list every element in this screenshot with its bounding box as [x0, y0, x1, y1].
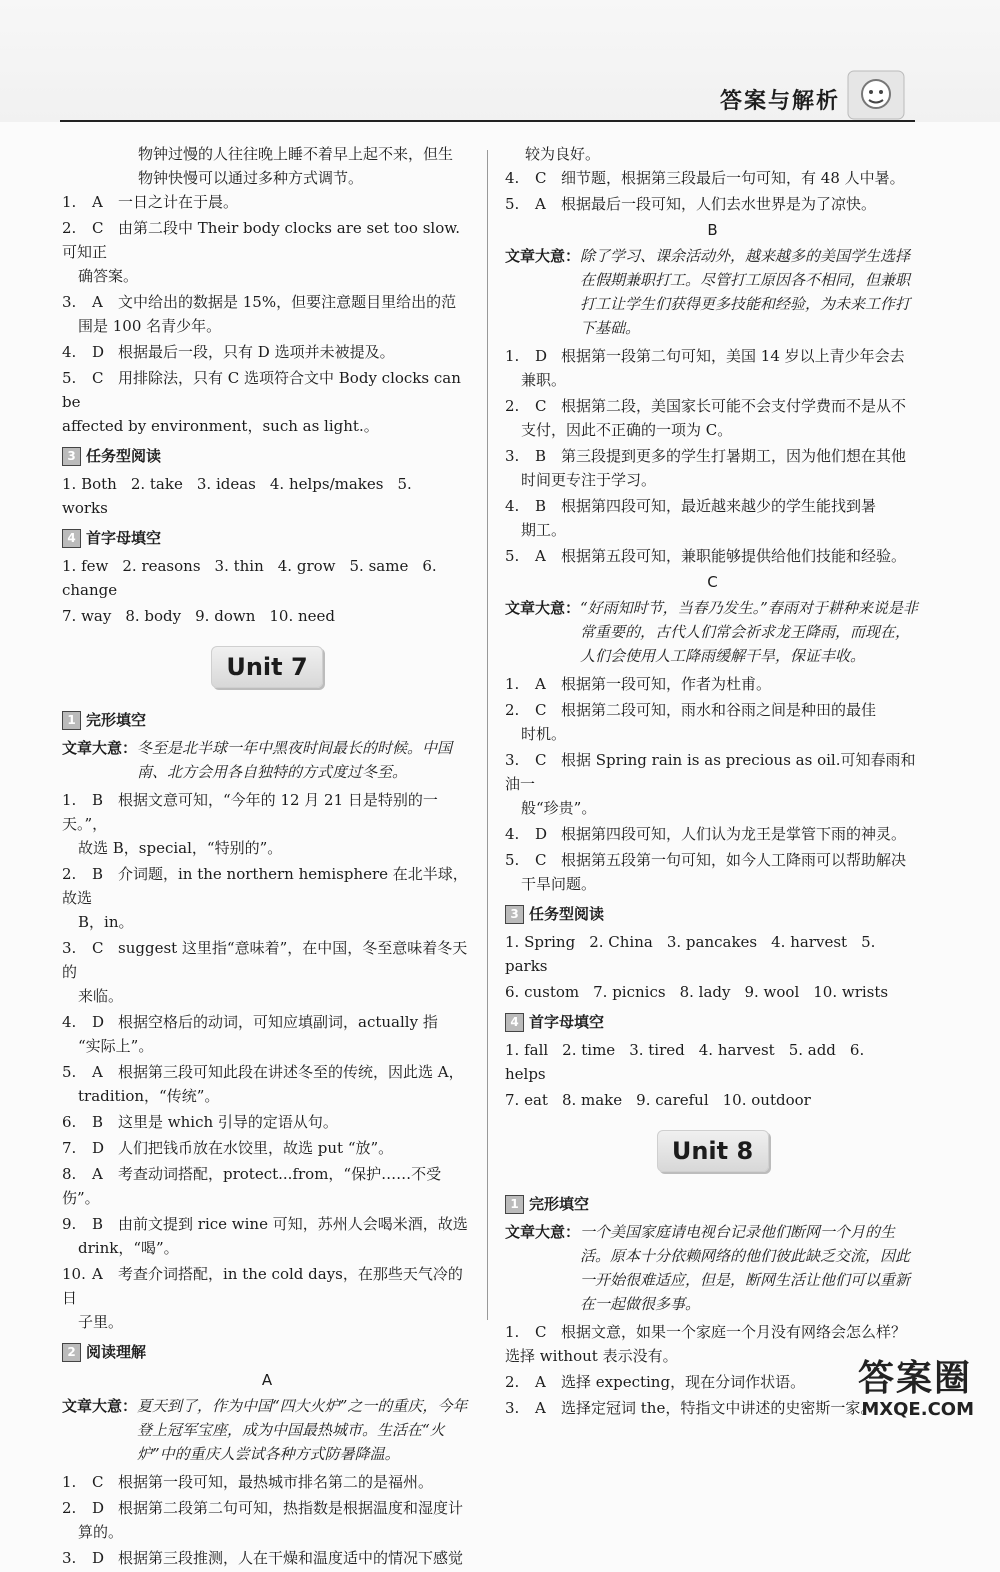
- answer-item: 4. D 根据第四段可知，人们认为龙王是掌管下雨的神灵。: [505, 825, 907, 843]
- answer-words: 1. Both 2. take 3. ideas 4. helps/makes 5. works: [62, 475, 412, 517]
- answer-item: 10. A 考查介词搭配，in the cold days，在那些天气冷的日 子里。: [62, 1265, 463, 1331]
- answer-words: 7. way 8. body 9. down 10. need: [62, 607, 335, 625]
- answer-item: 3. C suggest 这里指“意味着”，在中国，冬至意味着冬天的 来临。: [62, 939, 468, 1005]
- article-summary: 文章大意： 冬至是北半球一年中黑夜时间最长的时候。中国南、北方会用各自独特的方式度过冬至。: [62, 739, 453, 781]
- answer-item: 7. D 人们把钱币放在水饺里，故选 put “放”。: [62, 1139, 394, 1157]
- answer-item: 1. D 根据第一段第二句可知，美国 14 岁以上青少年会去 兼职。: [505, 347, 905, 389]
- header-rule: [60, 120, 915, 122]
- section-heading: 3 任务型阅读: [62, 444, 472, 468]
- section-heading: 4 首字母填空: [505, 1010, 920, 1034]
- answer-item: 4. D 根据最后一段，只有 D 选项并未被提及。: [62, 343, 395, 361]
- watermark-url: MXQE.COM: [861, 1399, 974, 1420]
- watermark-logo-text: 答案圈: [857, 1358, 972, 1399]
- answer-item: 1. A 根据第一段可知，作者为杜甫。: [505, 675, 772, 693]
- answer-item: 5. A 根据第三段可知此段在讲述冬至的传统，因此选 A， tradition，“传统”。: [62, 1063, 464, 1105]
- intro-line: 物钟快慢可以通过多种方式调节。: [138, 169, 364, 187]
- section-number-badge: 1: [505, 1195, 524, 1214]
- intro-line: 物钟过慢的人往往晚上睡不着早上起不来，但生: [138, 145, 454, 163]
- answer-words: 1. fall 2. time 3. tired 4. harvest 5. add 6. helps: [505, 1041, 865, 1083]
- answer-item: 6. B 这里是 which 引导的定语从句。: [62, 1113, 338, 1131]
- left-column: [62, 142, 472, 1572]
- article-summary: 文章大意： “好雨知时节，当春乃发生。”春雨对于耕种来说是非常重要的，古代人们常会祈求龙王降雨，而现在，人们会使用人工降雨缓解干旱，保证丰收。: [505, 599, 918, 665]
- answer-item: 4. C 细节题，根据第三段最后一句可知，有 48 人中暑。: [505, 169, 905, 187]
- part-letter: C: [707, 573, 718, 591]
- answer-item: 5. A 根据第五段可知，兼职能够提供给他们技能和经验。: [505, 547, 907, 565]
- section-heading: 1 完形填空: [62, 708, 472, 732]
- answer-item: 1. B 根据文意可知，“今年的 12 月 21 日是特别的一天。”， 故选 B，special，“特别的”。: [62, 791, 438, 857]
- answer-item: 3. C 根据 Spring rain is as precious as oil.可知春雨和油一 般“珍贵”。: [505, 751, 916, 817]
- header-title: 答案与解析: [719, 89, 840, 114]
- answer-words: 6. custom 7. picnics 8. lady 9. wool 10. wrists: [505, 983, 889, 1001]
- answer-item: 3. A 选择定冠词 the，特指文中讲述的史密斯一家。: [505, 1399, 876, 1417]
- section-number-badge: 1: [62, 711, 81, 730]
- section-number-badge: 2: [62, 1343, 81, 1362]
- article-summary: 文章大意： 一个美国家庭请电视台记录他们断网一个月的生活。原本十分依赖网络的他们彼此缺乏交流，因此一开始很难适应，但是，断网生活让他们可以重新在一起做很多事。: [505, 1223, 911, 1313]
- answer-item: 8. A 考查动词搭配，protect...from，“保护……不受伤”。: [62, 1165, 442, 1207]
- site-watermark: [832, 1350, 982, 1420]
- answer-words: 1. Spring 2. China 3. pancakes 4. harvest 5. parks: [505, 933, 876, 975]
- part-letter: B: [707, 221, 718, 239]
- section-number-badge: 4: [505, 1013, 524, 1032]
- mascot-logo-icon: [847, 70, 905, 120]
- section-heading: 2 阅读理解: [62, 1340, 472, 1364]
- answer-words: 7. eat 8. make 9. careful 10. outdoor: [505, 1091, 811, 1109]
- answer-item: 2. C 由第二段中 Their body clocks are set too slow.可知正 确答案。: [62, 219, 461, 285]
- section-heading: 1 完形填空: [505, 1192, 920, 1216]
- answer-item: 3. B 第三段提到更多的学生打暑期工，因为他们想在其他 时间更专注于学习。: [505, 447, 907, 489]
- part-letter: A: [261, 1371, 273, 1389]
- unit-title: Unit 7: [211, 646, 323, 688]
- article-summary: 文章大意： 夏天到了，作为中国“四大火炉”之一的重庆，今年登上冠军宝座，成为中国最热城市。生活在“火炉”中的重庆人尝试各种方式防暑降温。: [62, 1397, 468, 1463]
- page-header: [0, 0, 1000, 122]
- answer-words: 1. few 2. reasons 3. thin 4. grow 5. same 6. change: [62, 557, 437, 599]
- right-column: [505, 142, 920, 1422]
- section-heading: 4 首字母填空: [62, 526, 472, 550]
- answer-item: 2. B 介词题，in the northern hemisphere 在北半球，故选 B，in。: [62, 865, 468, 931]
- answer-item: 2. C 根据第二段，美国家长可能不会支付学费而不是从不 支付，因此不正确的一项为 C。: [505, 397, 907, 439]
- answer-item: 2. D 根据第二段第二句可知，热指数是根据温度和湿度计 算的。: [62, 1499, 464, 1541]
- answer-item: 5. A 根据最后一段可知，人们去水世界是为了凉快。: [505, 195, 877, 213]
- answer-item: 9. B 由前文提到 rice wine 可知，苏州人会喝米酒，故选 drink，“喝”。: [62, 1215, 468, 1257]
- answer-item: 3. D 根据第三段推测，人在干燥和温度适中的情况下感觉: [62, 1549, 464, 1567]
- column-divider: [487, 150, 488, 1320]
- answer-item: 1. A 一日之计在于晨。: [62, 193, 239, 211]
- answer-item: 1. C 根据文意，如果一个家庭一个月没有网络会怎么样？ 选择 without 表示没有。: [505, 1323, 907, 1365]
- continued-text: 较为良好。: [525, 145, 601, 163]
- unit-title: Unit 8: [657, 1130, 769, 1172]
- section-heading: 3 任务型阅读: [505, 902, 920, 926]
- answer-item: 5. C 根据第五段第一句可知，如今人工降雨可以帮助解决 干旱问题。: [505, 851, 907, 893]
- answer-item: 2. A 选择 expecting，现在分词作状语。: [505, 1373, 806, 1391]
- answer-item: 1. C 根据第一段可知，最热城市排名第二的是福州。: [62, 1473, 434, 1491]
- section-number-badge: 3: [62, 447, 81, 466]
- answer-item: 2. C 根据第二段可知，雨水和谷雨之间是种田的最佳 时机。: [505, 701, 877, 743]
- section-number-badge: 3: [505, 905, 524, 924]
- section-number-badge: 4: [62, 529, 81, 548]
- answer-item: 3. A 文中给出的数据是 15%，但要注意题目里给出的范 围是 100 名青少年。: [62, 293, 457, 335]
- answer-item: 4. B 根据第四段可知，最近越来越少的学生能找到暑 期工。: [505, 497, 877, 539]
- answer-item: 5. C 用排除法，只有 C 选项符合文中 Body clocks can be affected by environment，such as light.。: [62, 369, 461, 435]
- article-summary: 文章大意： 除了学习、课余活动外，越来越多的美国学生选择在假期兼职打工。尽管打工原因各不相同，但兼职打工让学生们获得更多技能和经验，为未来工作打下基础。: [505, 247, 911, 337]
- answer-item: 4. D 根据空格后的动词，可知应填副词，actually 指 “实际上”。: [62, 1013, 438, 1055]
